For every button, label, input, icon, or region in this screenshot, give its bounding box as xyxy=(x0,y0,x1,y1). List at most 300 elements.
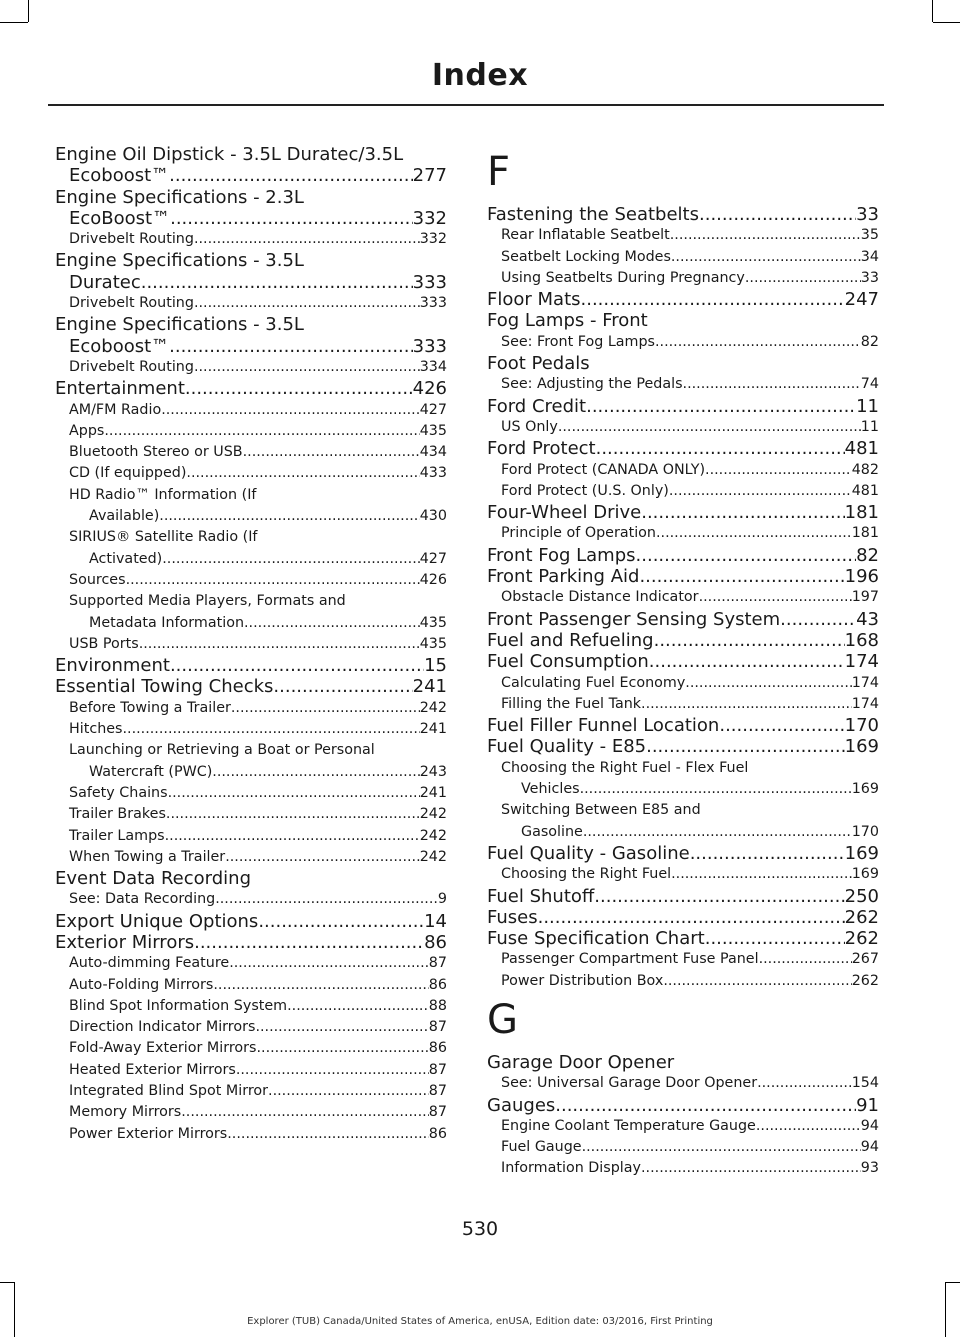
entry-page-number[interactable]: 88 xyxy=(428,997,447,1014)
entry-page-number[interactable]: 174 xyxy=(844,651,879,673)
index-subentry[interactable] xyxy=(487,587,879,608)
entry-label: Ford Credit xyxy=(487,395,587,417)
entry-label: Ford Protect (CANADA ONLY) xyxy=(501,461,706,478)
dot-leader xyxy=(756,1116,861,1137)
entry-page-number[interactable]: 196 xyxy=(844,566,879,588)
entry-label: Front Parking Aid xyxy=(487,566,640,588)
entry-page-number[interactable]: 435 xyxy=(419,614,447,631)
entry-label: Fuel Filler Funnel Location xyxy=(487,715,720,737)
dot-leader xyxy=(538,907,845,928)
entry-label: Fuel Consumption xyxy=(487,651,649,673)
index-subentry[interactable] xyxy=(55,463,447,484)
index-entry[interactable] xyxy=(55,144,447,187)
entry-label: Metadata Information xyxy=(89,614,245,631)
entry-label: Fuel Shutoff xyxy=(487,885,595,907)
index-entry[interactable] xyxy=(487,204,879,225)
entry-label: Supported Media Players, Formats and xyxy=(69,593,346,610)
index-entry[interactable] xyxy=(55,676,447,697)
entry-page-number[interactable]: 174 xyxy=(851,695,879,712)
dot-leader xyxy=(745,268,861,289)
dot-leader xyxy=(780,609,856,630)
entry-page-number[interactable]: 267 xyxy=(851,951,879,968)
dot-leader xyxy=(181,1102,429,1123)
entry-label: Using Seatbelts During Pregnancy xyxy=(501,269,745,286)
header-divider xyxy=(48,104,884,106)
entry-page-number[interactable]: 427 xyxy=(419,401,447,418)
entry-page-number[interactable]: 82 xyxy=(860,333,879,350)
index-subentry[interactable] xyxy=(55,1081,447,1102)
dot-leader xyxy=(583,822,852,843)
entry-label: See: Front Fog Lamps xyxy=(501,333,655,350)
entry-label: Fuses xyxy=(487,906,538,928)
entry-label: Blind Spot Information System xyxy=(69,997,288,1014)
entry-label: Four-Wheel Drive xyxy=(487,502,642,524)
index-entry[interactable] xyxy=(55,378,447,399)
entry-label: Garage Door Opener xyxy=(487,1051,675,1073)
entry-page-number[interactable]: 86 xyxy=(424,931,447,953)
dot-leader xyxy=(669,481,852,502)
entry-page-number[interactable]: 262 xyxy=(844,928,879,950)
crop-mark xyxy=(28,0,29,22)
dot-leader xyxy=(170,655,424,676)
entry-label: Sources xyxy=(69,571,126,588)
index-entry[interactable] xyxy=(487,715,879,736)
index-subentry[interactable] xyxy=(55,229,447,250)
index-entry[interactable] xyxy=(487,289,879,310)
index-entry[interactable] xyxy=(487,609,879,630)
entry-label: Choosing the Right Fuel xyxy=(501,866,672,883)
dot-leader xyxy=(126,570,420,591)
entry-page-number[interactable]: 247 xyxy=(844,289,879,311)
entry-page-number[interactable]: 262 xyxy=(844,906,879,928)
entry-page-number[interactable]: 242 xyxy=(419,806,447,823)
dot-leader xyxy=(225,847,420,868)
dot-leader xyxy=(185,378,413,399)
dot-leader xyxy=(168,783,420,804)
entry-label: Choosing the Right Fuel - Flex Fuel xyxy=(501,759,749,776)
dot-leader xyxy=(683,374,861,395)
entry-label: Exterior Mirrors xyxy=(55,931,195,953)
entry-page-number[interactable]: 86 xyxy=(428,1125,447,1142)
index-subentry[interactable] xyxy=(487,694,879,715)
entry-page-number[interactable]: 86 xyxy=(428,1040,447,1057)
dot-leader xyxy=(229,953,429,974)
entry-label: HD Radio™ Information (If xyxy=(69,486,257,503)
index-subentry[interactable] xyxy=(487,949,879,970)
entry-page-number[interactable]: 426 xyxy=(412,378,447,400)
entry-page-number[interactable]: 33 xyxy=(860,269,879,286)
index-subentry[interactable] xyxy=(55,1124,447,1145)
entry-label: CD (If equipped) xyxy=(69,465,187,482)
index-subentry[interactable] xyxy=(55,953,447,974)
index-subentry[interactable] xyxy=(55,1017,447,1038)
entry-label: See: Data Recording xyxy=(69,891,216,908)
entry-label: See: Adjusting the Pedals xyxy=(501,376,683,393)
index-column-right xyxy=(487,144,879,1180)
index-entry[interactable] xyxy=(55,314,447,357)
entry-page-number[interactable]: 482 xyxy=(851,461,879,478)
crop-mark xyxy=(932,0,933,22)
dot-leader xyxy=(649,651,845,672)
entry-page-number[interactable]: 481 xyxy=(844,438,879,460)
entry-label: Fuel Quality - Gasoline xyxy=(487,842,690,864)
entry-page-number[interactable]: 169 xyxy=(851,781,879,798)
entry-label: Ecoboost™ xyxy=(69,165,170,187)
entry-label: Filling the Fuel Tank xyxy=(501,695,642,712)
entry-page-number[interactable]: 82 xyxy=(856,544,879,566)
entry-label: Passenger Compartment Fuse Panel xyxy=(501,951,759,968)
entry-label: Power Exterior Mirrors xyxy=(69,1125,228,1142)
entry-label: Trailer Brakes xyxy=(69,806,166,823)
entry-label: Front Passenger Sensing System xyxy=(487,608,781,630)
entry-page-number[interactable]: 481 xyxy=(851,482,879,499)
dot-leader xyxy=(663,971,851,992)
entry-label: Front Fog Lamps xyxy=(487,544,636,566)
index-entry[interactable] xyxy=(487,736,879,757)
dot-leader xyxy=(641,1158,861,1179)
entry-label: Essential Towing Checks xyxy=(55,676,274,698)
entry-page-number[interactable]: 87 xyxy=(428,1083,447,1100)
dot-leader xyxy=(273,676,412,697)
entry-label: Fuel Gauge xyxy=(501,1139,582,1156)
entry-page-number[interactable]: 87 xyxy=(428,1019,447,1036)
dot-leader xyxy=(685,673,851,694)
entry-label: Drivebelt Routing xyxy=(69,231,194,248)
entry-label: When Towing a Trailer xyxy=(69,848,226,865)
entry-page-number[interactable]: 93 xyxy=(860,1160,879,1177)
entry-label: Fastening the Seatbelts xyxy=(487,204,699,225)
entry-label: Heated Exterior Mirrors xyxy=(69,1061,236,1078)
dot-leader xyxy=(159,506,419,527)
index-subentry[interactable] xyxy=(55,996,447,1017)
entry-page-number[interactable]: 170 xyxy=(844,715,879,737)
entry-label: Fuse Specification Chart xyxy=(487,928,705,950)
index-entry[interactable] xyxy=(487,353,879,374)
entry-label: Direction Indicator Mirrors xyxy=(69,1019,256,1036)
entry-label: Bluetooth Stereo or USB xyxy=(69,444,243,461)
entry-page-number[interactable]: 435 xyxy=(419,422,447,439)
entry-label: Power Distribution Box xyxy=(501,972,664,989)
entry-page-number[interactable]: 334 xyxy=(419,358,447,375)
entry-page-number[interactable]: 169 xyxy=(844,736,879,758)
entry-label: Fuel Quality - E85 xyxy=(487,736,647,758)
entry-label: AM/FM Radio xyxy=(69,401,162,418)
dot-leader xyxy=(705,460,852,481)
entry-page-number[interactable]: 333 xyxy=(419,295,447,312)
entry-label: Ford Protect (U.S. Only) xyxy=(501,482,669,499)
index-subentry[interactable] xyxy=(487,460,879,481)
dot-leader xyxy=(165,826,420,847)
index-subentry[interactable] xyxy=(55,975,447,996)
entry-page-number[interactable]: 87 xyxy=(428,1061,447,1078)
entry-label: Safety Chains xyxy=(69,784,168,801)
dot-leader xyxy=(705,928,845,949)
entry-label: Fuel and Refueling xyxy=(487,629,654,651)
index-entry[interactable] xyxy=(487,545,879,566)
dot-leader xyxy=(244,613,420,634)
entry-label: Duratec xyxy=(69,271,141,293)
index-subentry[interactable] xyxy=(55,293,447,314)
index-subentry[interactable] xyxy=(55,804,447,825)
index-subentry[interactable] xyxy=(55,783,447,804)
dot-leader xyxy=(641,502,844,523)
entry-label: Engine Oil Dipstick - 3.5L Duratec/3.5L xyxy=(55,144,404,165)
index-subentry[interactable] xyxy=(55,421,447,442)
crop-mark xyxy=(933,22,960,23)
index-subentry[interactable] xyxy=(487,1073,879,1094)
entry-page-number[interactable]: 11 xyxy=(860,418,879,435)
entry-page-number[interactable]: 430 xyxy=(419,508,447,525)
entry-label: Switching Between E85 and xyxy=(501,802,701,819)
index-entry[interactable] xyxy=(487,1095,879,1116)
index-subentry[interactable] xyxy=(487,1158,879,1179)
entry-page-number[interactable]: 434 xyxy=(419,444,447,461)
entry-label: Auto-Folding Mirrors xyxy=(69,976,214,993)
entry-page-number[interactable]: 241 xyxy=(419,721,447,738)
dot-leader xyxy=(243,442,420,463)
entry-page-number[interactable]: 426 xyxy=(419,571,447,588)
index-subentry[interactable] xyxy=(55,442,447,463)
entry-page-number[interactable]: 87 xyxy=(428,955,447,972)
entry-page-number[interactable]: 277 xyxy=(412,165,447,187)
entry-page-number[interactable]: 14 xyxy=(424,910,447,932)
entry-page-number[interactable]: 332 xyxy=(419,231,447,248)
index-entry[interactable] xyxy=(487,928,879,949)
entry-page-number[interactable]: 243 xyxy=(419,763,447,780)
entry-label: Apps xyxy=(69,422,105,439)
index-entry[interactable] xyxy=(487,651,879,672)
index-subentry[interactable] xyxy=(487,864,879,885)
crop-mark xyxy=(945,1282,946,1337)
entry-page-number[interactable]: 35 xyxy=(860,227,879,244)
dot-leader xyxy=(169,336,412,357)
index-subentry[interactable] xyxy=(55,847,447,868)
index-subentry[interactable] xyxy=(55,740,447,783)
index-entry[interactable] xyxy=(487,566,879,587)
entry-label: Available) xyxy=(89,508,160,525)
dot-leader xyxy=(655,332,861,353)
entry-label: Calculating Fuel Economy xyxy=(501,674,686,691)
index-subentry[interactable] xyxy=(55,1102,447,1123)
index-subentry[interactable] xyxy=(55,485,447,528)
dot-leader xyxy=(555,1095,856,1116)
entry-page-number[interactable]: 262 xyxy=(851,972,879,989)
index-subentry[interactable] xyxy=(55,591,447,634)
dot-leader xyxy=(670,225,861,246)
dot-leader xyxy=(581,289,845,310)
index-entry[interactable] xyxy=(487,438,879,459)
dot-leader xyxy=(141,272,413,293)
entry-page-number[interactable]: 11 xyxy=(856,395,879,417)
entry-page-number[interactable]: 169 xyxy=(844,842,879,864)
entry-page-number[interactable]: 174 xyxy=(851,674,879,691)
dot-leader xyxy=(596,438,845,459)
dot-leader xyxy=(123,719,420,740)
crop-mark xyxy=(0,22,28,23)
entry-label: See: Universal Garage Door Opener xyxy=(501,1075,758,1092)
index-subentry[interactable] xyxy=(487,417,879,438)
dot-leader xyxy=(170,208,413,229)
entry-page-number[interactable]: 433 xyxy=(419,465,447,482)
index-entry[interactable] xyxy=(487,907,879,928)
index-subentry[interactable] xyxy=(487,268,879,289)
entry-label: Engine Coolant Temperature Gauge xyxy=(501,1117,756,1134)
entry-page-number[interactable]: 43 xyxy=(856,608,879,630)
index-subentry[interactable] xyxy=(487,523,879,544)
entry-page-number[interactable]: 435 xyxy=(419,635,447,652)
index-entry[interactable] xyxy=(55,655,447,676)
dot-leader xyxy=(699,204,856,225)
dot-leader xyxy=(671,247,861,268)
dot-leader xyxy=(186,463,419,484)
entry-page-number[interactable]: 181 xyxy=(851,525,879,542)
dot-leader xyxy=(719,715,844,736)
index-entry[interactable] xyxy=(55,187,447,230)
entry-page-number[interactable]: 242 xyxy=(419,848,447,865)
index-subentry[interactable] xyxy=(487,247,879,268)
entry-label: Engine Specifications - 3.5L xyxy=(55,314,304,336)
index-entry[interactable] xyxy=(487,502,879,523)
index-entry[interactable] xyxy=(487,396,879,417)
dot-leader xyxy=(162,549,419,570)
index-subentry[interactable] xyxy=(487,673,879,694)
index-subentry[interactable] xyxy=(55,1060,447,1081)
entry-page-number[interactable]: 154 xyxy=(851,1075,879,1092)
entry-page-number[interactable]: 168 xyxy=(844,629,879,651)
index-subentry[interactable] xyxy=(55,826,447,847)
entry-page-number[interactable]: 33 xyxy=(856,204,879,225)
index-subentry[interactable] xyxy=(487,758,879,801)
dot-leader xyxy=(139,634,420,655)
entry-label: USB Ports xyxy=(69,635,139,652)
dot-leader xyxy=(287,996,429,1017)
index-subentry[interactable] xyxy=(487,1116,879,1137)
index-subentry[interactable] xyxy=(487,332,879,353)
dot-leader xyxy=(166,804,420,825)
entry-label: Floor Mats xyxy=(487,289,581,311)
entry-page-number[interactable]: 241 xyxy=(412,676,447,698)
dot-leader xyxy=(594,886,844,907)
entry-label: Trailer Lamps xyxy=(69,827,165,844)
dot-leader xyxy=(639,566,844,587)
index-entry[interactable] xyxy=(487,843,879,864)
entry-label: Rear Inflatable Seatbelt xyxy=(501,227,670,244)
dot-leader xyxy=(231,698,420,719)
entry-label: Memory Mirrors xyxy=(69,1104,182,1121)
index-subentry[interactable] xyxy=(55,1038,447,1059)
entry-page-number[interactable]: 34 xyxy=(860,248,879,265)
index-subentry[interactable] xyxy=(55,357,447,378)
entry-page-number[interactable]: 91 xyxy=(856,1094,879,1116)
entry-page-number[interactable]: 86 xyxy=(428,976,447,993)
dot-leader xyxy=(255,1017,428,1038)
index-subentry[interactable] xyxy=(487,971,879,992)
entry-page-number[interactable]: 427 xyxy=(419,550,447,567)
entry-label: Principle of Operation xyxy=(501,525,656,542)
entry-page-number[interactable]: 169 xyxy=(851,866,879,883)
index-subentry[interactable] xyxy=(487,225,879,246)
entry-page-number[interactable]: 333 xyxy=(412,271,447,293)
dot-leader xyxy=(215,889,438,910)
crop-mark xyxy=(0,1282,14,1283)
dot-leader xyxy=(671,864,852,885)
index-subentry[interactable] xyxy=(55,698,447,719)
index-entry[interactable] xyxy=(55,868,447,889)
entry-page-number[interactable]: 87 xyxy=(428,1104,447,1121)
section-letter: F xyxy=(487,149,511,195)
index-entry[interactable] xyxy=(487,886,879,907)
dot-leader xyxy=(236,1060,429,1081)
index-subentry[interactable] xyxy=(55,634,447,655)
entry-page-number[interactable]: 197 xyxy=(851,589,879,606)
index-entry[interactable] xyxy=(487,630,879,651)
index-entry[interactable] xyxy=(55,932,447,953)
entry-label: Watercraft (PWC) xyxy=(89,763,213,780)
entry-page-number[interactable]: 15 xyxy=(424,655,447,677)
index-subentry[interactable] xyxy=(55,889,447,910)
entry-page-number[interactable]: 94 xyxy=(860,1139,879,1156)
index-entry[interactable] xyxy=(487,1052,879,1073)
entry-label: Before Towing a Trailer xyxy=(69,699,231,716)
entry-page-number[interactable]: 181 xyxy=(844,502,879,524)
entry-page-number[interactable]: 332 xyxy=(412,207,447,229)
entry-label: Foot Pedals xyxy=(487,353,590,375)
dot-leader xyxy=(646,736,845,757)
dot-leader xyxy=(580,779,852,800)
index-subentry[interactable] xyxy=(55,719,447,740)
dot-leader xyxy=(586,396,856,417)
index-subentry[interactable] xyxy=(487,1137,879,1158)
dot-leader xyxy=(194,293,420,314)
entry-label: Seatbelt Locking Modes xyxy=(501,248,671,265)
dot-leader xyxy=(757,1073,852,1094)
page-title: Index xyxy=(431,58,529,93)
entry-page-number[interactable]: 242 xyxy=(419,699,447,716)
index-subentry[interactable] xyxy=(487,481,879,502)
entry-label: Activated) xyxy=(89,550,163,567)
entry-label: Integrated Blind Spot Mirror xyxy=(69,1083,269,1100)
entry-page-number[interactable]: 242 xyxy=(419,827,447,844)
index-entry[interactable] xyxy=(55,250,447,293)
entry-page-number[interactable]: 241 xyxy=(419,784,447,801)
index-subentry[interactable] xyxy=(55,570,447,591)
dot-leader xyxy=(257,1038,429,1059)
entry-page-number[interactable]: 9 xyxy=(437,891,447,908)
dot-leader xyxy=(169,165,412,186)
dot-leader xyxy=(213,975,428,996)
index-entry[interactable] xyxy=(55,911,447,932)
entry-label: Gasoline xyxy=(521,823,583,840)
entry-page-number[interactable]: 170 xyxy=(851,823,879,840)
entry-page-number[interactable]: 74 xyxy=(860,376,879,393)
dot-leader xyxy=(258,911,424,932)
dot-leader xyxy=(641,694,852,715)
entry-page-number[interactable]: 250 xyxy=(844,885,879,907)
dot-leader xyxy=(194,229,420,250)
index-entry[interactable] xyxy=(487,310,879,331)
entry-page-number[interactable]: 333 xyxy=(412,335,447,357)
entry-label: Launching or Retrieving a Boat or Personal xyxy=(69,742,375,759)
index-subentry[interactable] xyxy=(55,527,447,570)
dot-leader xyxy=(690,843,845,864)
index-subentry[interactable] xyxy=(487,374,879,395)
entry-page-number[interactable]: 94 xyxy=(860,1117,879,1134)
index-column-left xyxy=(55,144,447,1145)
index-subentry[interactable] xyxy=(55,400,447,421)
index-subentry[interactable] xyxy=(487,800,879,843)
entry-label: Fold-Away Exterior Mirrors xyxy=(69,1040,257,1057)
entry-label: Ford Protect xyxy=(487,438,596,460)
